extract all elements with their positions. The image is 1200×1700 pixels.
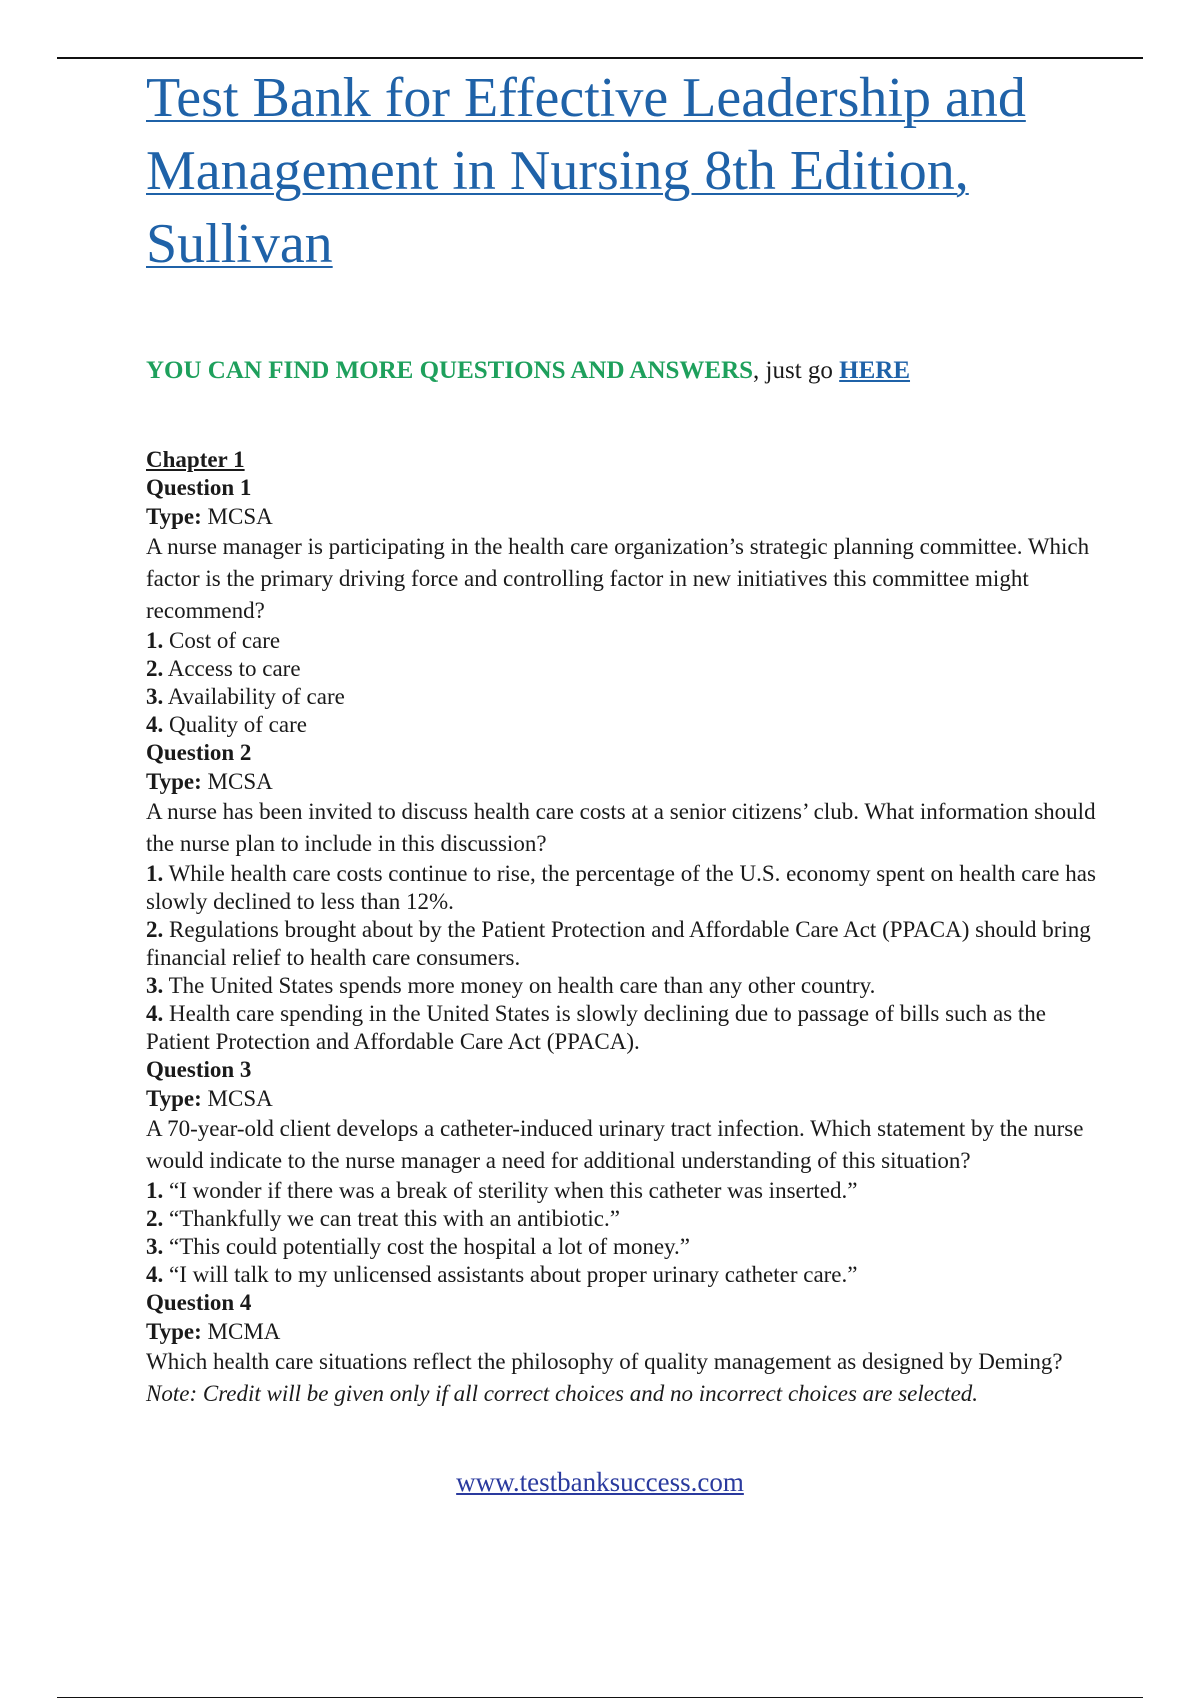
option-text: “I will talk to my unlicensed assistants about proper urinary catheter care.” <box>163 1262 858 1287</box>
footer <box>0 1467 1200 1498</box>
option-number: 3. <box>146 1234 164 1259</box>
answer-option <box>146 972 1096 1000</box>
question-block <box>146 1056 1096 1289</box>
option-number: 4. <box>146 1001 164 1026</box>
question-block <box>146 474 1096 739</box>
option-number: 4. <box>146 1262 164 1287</box>
here-link[interactable]: HERE <box>839 357 911 384</box>
question-block <box>146 739 1096 1056</box>
option-text: Regulations brought about by the Patient Protection and Affordable Care Act (PPACA) should bring financial relief to health care consumers. <box>146 917 1091 970</box>
option-number: 3. <box>146 684 164 709</box>
answer-option <box>146 1261 1096 1289</box>
option-number: 2. <box>146 1206 164 1231</box>
bottom-rule <box>57 1697 1143 1698</box>
document-title[interactable] <box>146 62 1106 281</box>
title-link[interactable]: Test Bank for Effective Leadership and Management in Nursing 8th Edition, Sullivan <box>146 67 1026 275</box>
option-number: 1. <box>146 861 164 886</box>
promo-connector: , just go <box>753 357 840 384</box>
answer-option <box>146 627 1096 655</box>
question-stem: A 70-year-old client develops a catheter-induced urinary tract infection. Which statement by the nurse would indicate to the nurse manager a need for additional understanding of this situation? <box>146 1116 1084 1173</box>
type-value: MCSA <box>201 769 273 794</box>
answer-option <box>146 1205 1096 1233</box>
option-text: “This could potentially cost the hospital a lot of money.” <box>163 1234 691 1259</box>
promo-line <box>146 355 910 387</box>
chapter-heading: Chapter 1 <box>146 447 245 472</box>
option-text: While health care costs continue to rise, the percentage of the U.S. economy spent on health care has slowly declined to less than 12%. <box>146 861 1096 914</box>
question-heading: Question 4 <box>146 1290 252 1315</box>
option-text: Availability of care <box>163 684 345 709</box>
question-type <box>146 502 1096 531</box>
promo-highlight: YOU CAN FIND MORE QUESTIONS AND ANSWERS <box>146 357 754 384</box>
footer-website-link[interactable]: www.testbanksuccess.com <box>456 1467 744 1497</box>
option-text: Access to care <box>163 656 301 681</box>
option-text: “I wonder if there was a break of sterility when this catheter was inserted.” <box>163 1178 858 1203</box>
answer-option <box>146 1233 1096 1261</box>
answer-option <box>146 655 1096 683</box>
option-number: 3. <box>146 973 164 998</box>
type-value: MCSA <box>201 504 273 529</box>
answer-options <box>146 627 1096 739</box>
grading-note: Note: Credit will be given only if all correct choices and no incorrect choices are selected. <box>146 1381 979 1406</box>
question-block <box>146 1289 1096 1410</box>
answer-option <box>146 860 1096 916</box>
answer-option <box>146 1177 1096 1205</box>
option-number: 1. <box>146 628 164 653</box>
question-heading: Question 2 <box>146 740 252 765</box>
type-value: MCSA <box>201 1086 273 1111</box>
question-heading: Question 3 <box>146 1057 252 1082</box>
question-type <box>146 1084 1096 1113</box>
option-number: 4. <box>146 712 164 737</box>
question-stem: Which health care situations reflect the philosophy of quality management as designed by Deming? <box>146 1349 1063 1374</box>
type-value: MCMA <box>201 1319 281 1344</box>
type-label: Type: <box>146 504 202 529</box>
question-heading: Question 1 <box>146 475 252 500</box>
answer-options <box>146 860 1096 1056</box>
type-label: Type: <box>146 769 202 794</box>
question-type <box>146 767 1096 796</box>
type-label: Type: <box>146 1319 202 1344</box>
option-number: 1. <box>146 1178 164 1203</box>
option-text: “Thankfully we can treat this with an antibiotic.” <box>163 1206 620 1231</box>
question-content <box>146 446 1096 1410</box>
option-text: The United States spends more money on health care than any other country. <box>163 973 876 998</box>
question-stem: A nurse has been invited to discuss health care costs at a senior citizens’ club. What information should the nurse plan to include in this discussion? <box>146 799 1096 856</box>
answer-option <box>146 683 1096 711</box>
answer-option <box>146 916 1096 972</box>
type-label: Type: <box>146 1086 202 1111</box>
top-rule <box>57 57 1143 59</box>
option-text: Health care spending in the United States is slowly declining due to passage of bills such as the Patient Protection and Affordable Care Act (PPACA). <box>146 1001 1047 1054</box>
question-stem: A nurse manager is participating in the health care organization’s strategic planning committee. Which factor is the primary driving force and controlling factor in new initiatives this committee might recommend? <box>146 534 1090 623</box>
option-number: 2. <box>146 917 164 942</box>
answer-options <box>146 1177 1096 1289</box>
option-text: Quality of care <box>163 712 307 737</box>
option-number: 2. <box>146 656 164 681</box>
answer-option <box>146 1000 1096 1056</box>
question-type <box>146 1317 1096 1346</box>
option-text: Cost of care <box>163 628 281 653</box>
answer-option <box>146 711 1096 739</box>
